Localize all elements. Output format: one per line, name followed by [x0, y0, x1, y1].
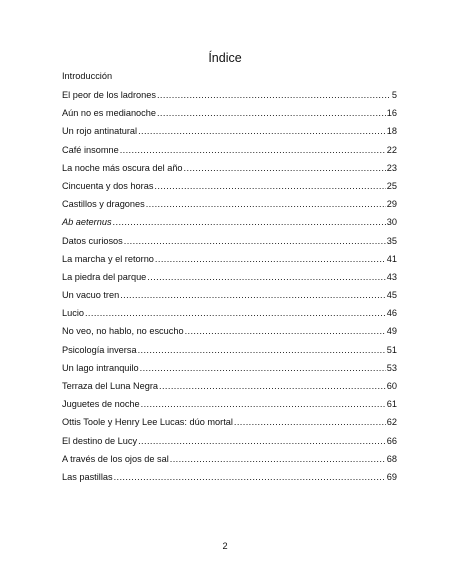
toc-entry-title: Un rojo antinatural: [62, 126, 138, 137]
toc-dot-leader: [170, 453, 386, 465]
toc-entry[interactable]: [62, 271, 397, 289]
toc-entry-page: 25: [386, 180, 397, 191]
toc-intro: Introducción: [62, 71, 113, 81]
toc-entry[interactable]: [62, 453, 397, 471]
toc-entry-title: Aún no es medianoche: [62, 108, 156, 119]
toc-entry[interactable]: [62, 380, 397, 398]
toc-entry-title: El peor de los ladrones: [62, 90, 156, 100]
toc-dot-leader: [124, 235, 386, 247]
toc-entry-page: 62: [386, 417, 397, 428]
toc-dot-leader: [85, 307, 386, 319]
toc-dot-leader: [154, 180, 385, 192]
toc-entry-page: 53: [386, 362, 397, 373]
toc-dot-leader: [114, 471, 386, 483]
toc-entry[interactable]: [62, 435, 397, 453]
toc-entry[interactable]: [62, 362, 397, 380]
toc-entry[interactable]: [62, 89, 397, 107]
toc-dot-leader: [141, 398, 386, 410]
toc-entry-page: 22: [386, 144, 397, 155]
toc-entry-title: Un vacuo tren: [62, 290, 120, 301]
toc-entry[interactable]: [62, 344, 397, 362]
toc-dot-leader: [140, 362, 386, 374]
toc-dot-leader: [159, 380, 386, 392]
toc-entry-page: 23: [386, 162, 397, 173]
toc-entry-page: 29: [386, 199, 397, 210]
toc-entry-title: Psicología inversa: [62, 344, 137, 355]
toc-entry-title: A través de los ojos de sal: [62, 453, 169, 464]
toc-entry-title: Ab aeternus: [62, 217, 112, 228]
toc-dot-leader: [120, 144, 386, 156]
toc-dot-leader: [184, 162, 386, 174]
toc-entry-page: 68: [386, 453, 397, 464]
toc-entry-page: 41: [386, 253, 397, 264]
toc-entry-page: 69: [386, 471, 397, 482]
toc-entry-title: Ottis Toole y Henry Lee Lucas: dúo mortal: [62, 417, 233, 428]
toc-entry[interactable]: [62, 253, 397, 271]
toc-entry-title: Café insomne: [62, 144, 119, 155]
toc-entry-title: Juguetes de noche: [62, 399, 140, 410]
toc-entry-page: 5: [391, 90, 397, 100]
toc-dot-leader: [138, 344, 386, 356]
toc-dot-leader: [113, 216, 386, 228]
toc-dot-leader: [155, 253, 386, 265]
toc-entry-title: Terraza del Luna Negra: [62, 381, 159, 391]
toc-entry-title: Las pastillas: [62, 471, 113, 482]
toc-entry-page: 61: [386, 399, 397, 410]
toc-entry[interactable]: [62, 235, 397, 253]
toc-entry-page: 45: [386, 290, 397, 301]
toc-dot-leader: [157, 89, 391, 101]
toc-entry-title: Castillos y dragones: [62, 199, 145, 210]
toc-entry[interactable]: [62, 125, 397, 143]
toc-entry[interactable]: [62, 307, 397, 325]
toc-dot-leader: [138, 125, 386, 137]
toc-entry-title: No veo, no hablo, no escucho: [62, 326, 184, 337]
toc-entry[interactable]: [62, 107, 397, 125]
toc-entry-title: Un lago intranquilo: [62, 362, 139, 373]
toc-entry[interactable]: [62, 216, 397, 234]
toc-dot-leader: [157, 107, 386, 119]
toc-dot-leader: [138, 435, 386, 447]
toc-dot-leader: [120, 289, 386, 301]
toc-entry[interactable]: [62, 144, 397, 162]
toc-entry-title: La marcha y el retorno: [62, 253, 154, 264]
toc-entry-title: La piedra del parque: [62, 271, 147, 282]
toc-entry[interactable]: [62, 471, 397, 489]
toc-entry-page: 51: [386, 344, 397, 355]
toc-dot-leader: [147, 271, 385, 283]
toc-entry-page: 60: [386, 381, 397, 391]
index-title: Índice: [208, 51, 242, 65]
toc-dot-leader: [234, 416, 386, 428]
toc-dot-leader: [185, 325, 386, 337]
toc-entry[interactable]: [62, 325, 397, 343]
toc-entry-page: 49: [386, 326, 397, 337]
toc-entry[interactable]: [62, 162, 397, 180]
toc-entry-title: Lucio: [62, 308, 84, 319]
toc-entry-page: 16: [386, 108, 397, 119]
toc-entry-title: La noche más oscura del año: [62, 162, 183, 173]
toc-entry[interactable]: [62, 198, 397, 216]
toc-entry[interactable]: [62, 416, 397, 434]
table-of-contents: [62, 89, 397, 489]
toc-entry-page: 18: [386, 126, 397, 137]
toc-entry[interactable]: [62, 289, 397, 307]
toc-entry[interactable]: [62, 398, 397, 416]
page-number: 2: [222, 541, 228, 551]
toc-entry-page: 46: [386, 308, 397, 319]
toc-entry-page: 35: [386, 235, 397, 246]
toc-dot-leader: [146, 198, 386, 210]
toc-entry-page: 30: [386, 217, 397, 228]
toc-entry-page: 66: [386, 435, 397, 446]
toc-entry-title: El destino de Lucy: [62, 435, 138, 446]
toc-entry-title: Datos curiosos: [62, 235, 123, 246]
toc-entry-title: Cincuenta y dos horas: [62, 180, 154, 191]
toc-entry-page: 43: [386, 271, 397, 282]
toc-entry[interactable]: [62, 180, 397, 198]
